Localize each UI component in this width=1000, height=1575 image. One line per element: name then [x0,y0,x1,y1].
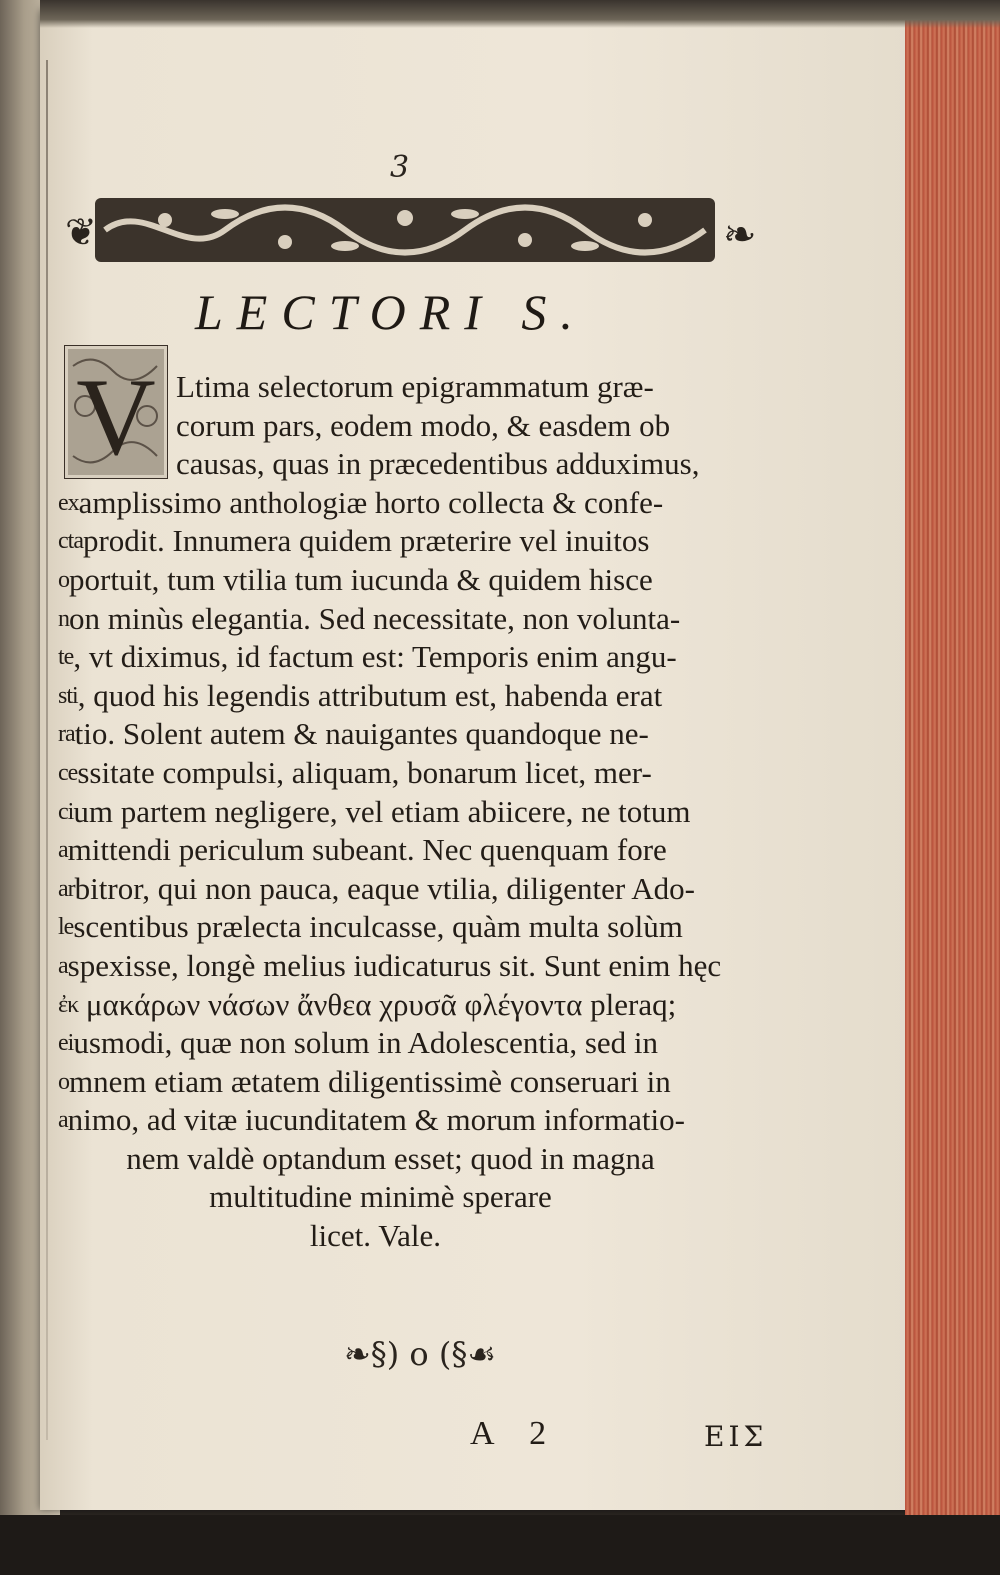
text-line: ratio. Solent autem & nauigantes quandoque ne- [58,716,649,752]
body-text [58,368,783,1256]
svg-text:❦: ❦ [65,210,97,254]
page-title: LECTORI S. [195,284,587,340]
tailpiece-ornament: ❧§) o (§☙ [343,1335,497,1373]
text-line: te, vt diximus, id factum est: Temporis enim angu- [58,639,677,675]
gutter-shadow [46,60,48,1440]
catchword: ΕΙΣ [704,1420,768,1453]
initial-letter: V [76,356,156,478]
text-line: sti, quod his legendis attributum est, habenda erat [58,677,663,713]
text-line: ctaprodit. Innumera quidem præterire vel inuitos [58,523,650,559]
text-line: ἐκ μακάρων νάσων ἄνθεα χρυσᾶ φλέγοντα pleraq; [58,986,677,1022]
text-line: arbitror, qui non pauca, eaque vtilia, diligenter Ado- [58,870,695,906]
text-line: animo, ad vitæ iucunditatem & morum informatio- [58,1102,685,1138]
text-line: lescentibus prælecta inculcasse, quàm multa solùm [58,909,683,945]
text-line: corum pars, eodem modo, & easdem ob [176,407,671,443]
top-shadow [40,0,1000,28]
text-line: multitudine minimè sperare [209,1179,552,1215]
red-page-edges [905,20,1000,1520]
text-line: omnem etiam ætatem diligentissimè conseruari in [58,1063,671,1099]
text-line: nem valdè optandum esset; quod in magna [126,1140,655,1176]
text-line: cessitate compulsi, aliquam, bonarum licet, mer- [58,754,652,790]
text-line: causas, quas in præcedentibus adduximus, [176,446,700,482]
svg-text:❧: ❧ [723,212,757,258]
signature-mark: A 2 [470,1415,561,1452]
text-line: amittendi periculum subeant. Nec quenquam fore [58,832,667,868]
text-line: non minùs elegantia. Sed necessitate, non volunta- [58,600,681,636]
text-line: Ltima selectorum epigrammatum græ- [176,369,654,404]
text-line: licet. Vale. [309,1218,442,1254]
text-line: cium partem negligere, vel etiam abiicere, ne totum [58,793,691,829]
text-line: examplissimo anthologiæ horto collecta & confe- [58,484,664,520]
text-line: oportuit, tum vtilia tum iucunda & quidem hisce [58,561,653,597]
page-number: 3 [390,150,410,185]
headpiece-ornament-icon [65,190,770,268]
text-line: aspexisse, longè melius iudicaturus sit. Sunt enim hęc [58,947,722,983]
bottom-background [0,1515,1000,1575]
text-line: eiusmodi, quæ non solum in Adolescentia, sed in [58,1025,658,1061]
